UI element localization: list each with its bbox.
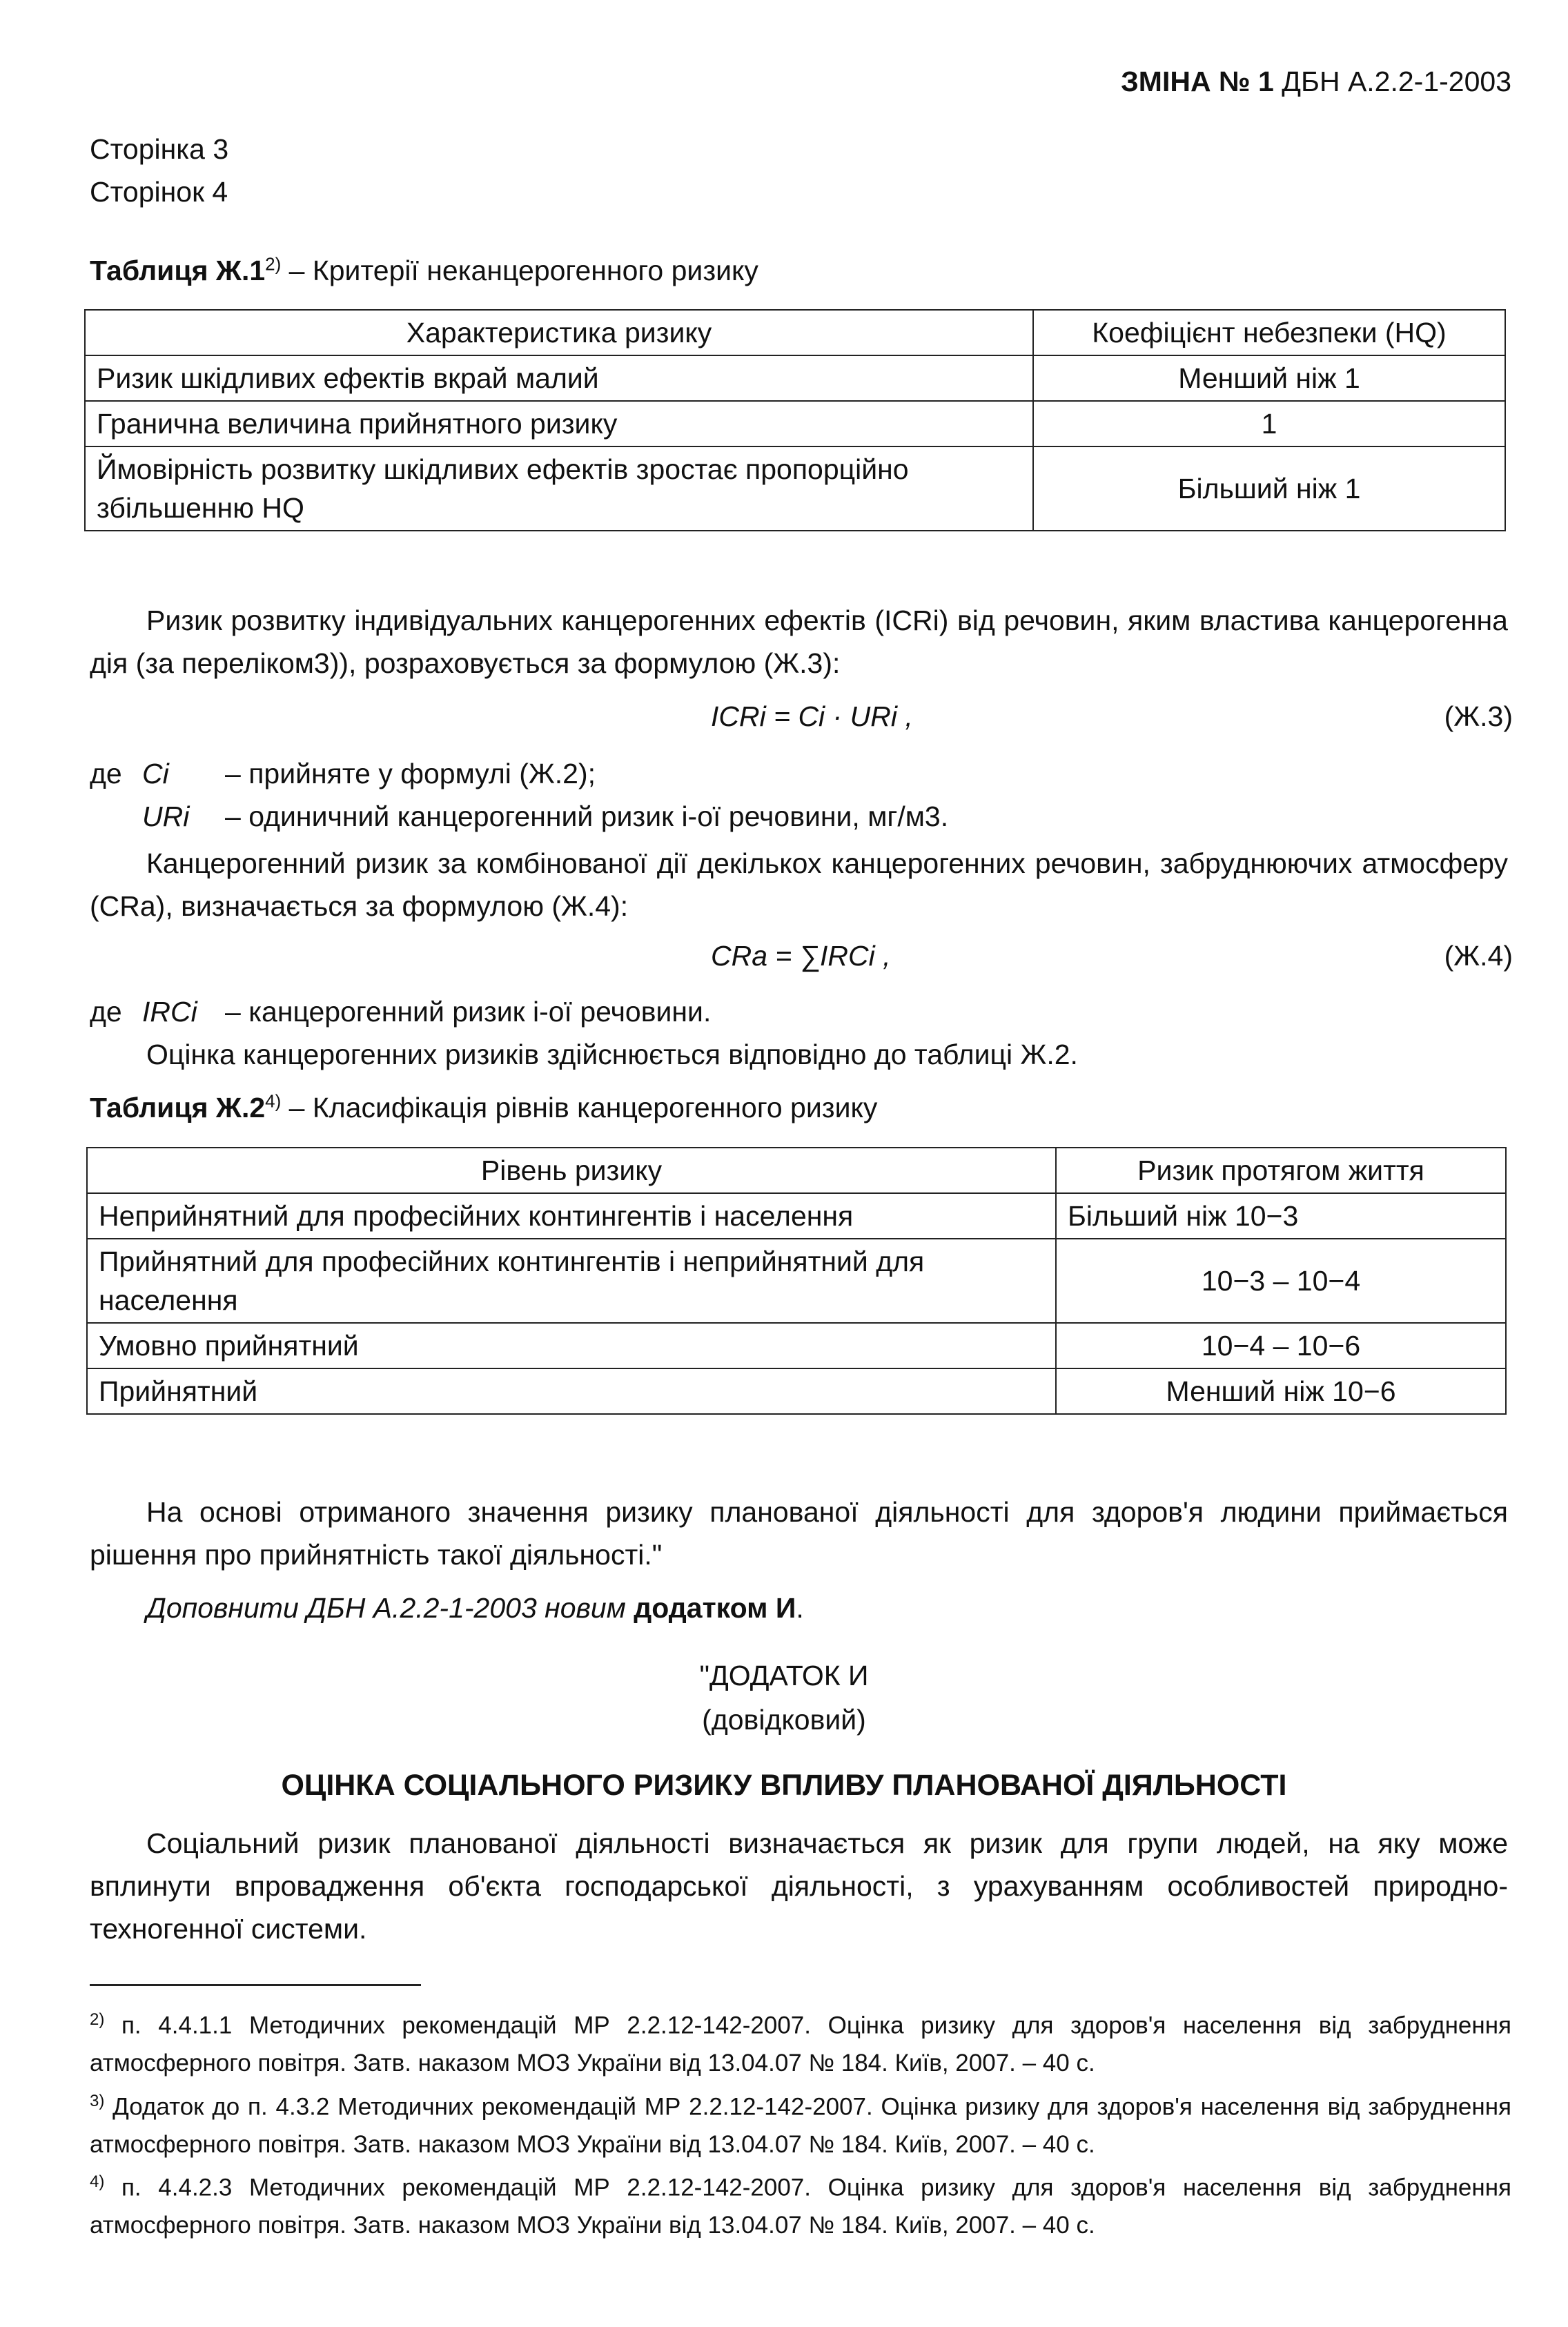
- paragraph-combined-risk: Канцерогенний ризик за комбінованої дії декількох канцерогенних речовин, забруднюючих атмосферу (CRa), визначається за формулою (Ж.4):: [90, 847, 1508, 922]
- supplement-annex: додатком И: [634, 1592, 796, 1624]
- footnote-separator: [90, 1984, 421, 1986]
- table-row: [87, 1323, 1506, 1368]
- table-cell: Більший ніж 1: [1033, 446, 1505, 531]
- table1-caption-text: – Критерії неканцерогенного ризику: [281, 255, 758, 286]
- definition-ur-text: – одиничний канцерогенний ризик i-ої речовини, мг/м3.: [225, 801, 949, 832]
- table2: [86, 1147, 1507, 1415]
- symbol-c: Ci: [142, 758, 169, 789]
- definitions-zh4: [90, 990, 711, 1033]
- table-row: [85, 446, 1505, 531]
- definitions-zh3: [90, 752, 948, 838]
- table-cell: Менший ніж 1: [1033, 355, 1505, 401]
- footnote-mark: 3): [90, 2092, 105, 2110]
- paragraph-individual-risk: Ризик розвитку індивідуальних канцерогенних ефектів (ICRi) від речовин, яким властива канцерогенна дія (за переліком3)), розраховується за формулою (Ж.3):: [90, 605, 1508, 679]
- table2-caption-text: – Класифікація рівнів канцерогенного ризику: [281, 1092, 878, 1123]
- footnote-text: Додаток до п. 4.3.2 Методичних рекомендацій МР 2.2.12-142-2007. Оцінка ризику для здоров'я населення від забруднення атмосферного повітря. Затв. наказом МОЗ України від 13.04.07 № 184. Київ, 2007. – 40 с.: [90, 2093, 1511, 2158]
- equation-number-zh3: (Ж.3): [1444, 700, 1513, 732]
- table-row: [87, 1368, 1506, 1414]
- table-row: [85, 401, 1505, 446]
- table-cell: Гранична величина прийнятного ризику: [85, 401, 1033, 446]
- where-label: де: [90, 758, 122, 789]
- page-counter: [90, 128, 228, 213]
- symbol-ur: URi: [142, 801, 190, 832]
- where-label: де: [90, 996, 122, 1028]
- table-cell: Ризик шкідливих ефектів вкрай малий: [85, 355, 1033, 401]
- table-cell: Прийнятний для професійних контингентів і неприйнятний для населення: [87, 1239, 1056, 1323]
- table1-caption: [90, 250, 758, 293]
- footnote-text: п. 4.4.2.3 Методичних рекомендацій МР 2.2.12-142-2007. Оцінка ризику для здоров'я населення від забруднення атмосферного повітря. Затв. наказом МОЗ України від 13.04.07 № 184. Київ, 2007. – 40 с.: [90, 2174, 1511, 2239]
- annex-title: "ДОДАТОК И: [699, 1660, 869, 1691]
- table2-footnote-ref: 4): [265, 1090, 282, 1112]
- table-cell: Більший ніж 10−3: [1056, 1193, 1506, 1239]
- table-header-cell: Коефіцієнт небезпеки (HQ): [1033, 310, 1505, 355]
- table-cell: 1: [1033, 401, 1505, 446]
- table-header-cell: Рівень ризику: [87, 1148, 1056, 1193]
- table1-caption-label: Таблиця Ж.1: [90, 255, 266, 286]
- equation-number-zh4: (Ж.4): [1444, 940, 1513, 972]
- table-header-row: [85, 310, 1505, 355]
- page-total: Сторінок 4: [90, 176, 228, 208]
- footnote: [90, 2001, 1511, 2082]
- document-header: [1121, 61, 1511, 104]
- footnote-text: п. 4.4.1.1 Методичних рекомендацій МР 2.2.12-142-2007. Оцінка ризику для здоров'я населення від забруднення атмосферного повітря. Затв. наказом МОЗ України від 13.04.07 № 184. Київ, 2007. – 40 с.: [90, 2012, 1511, 2076]
- table-cell: Умовно прийнятний: [87, 1323, 1056, 1368]
- definition-c: [90, 752, 948, 795]
- definition-irc-text: – канцерогенний ризик i-ої речовини.: [225, 996, 712, 1028]
- annex-heading: ОЦІНКА СОЦІАЛЬНОГО РИЗИКУ ВПЛИВУ ПЛАНОВАНОЇ ДІЯЛЬНОСТІ: [281, 1769, 1287, 1802]
- supplement-text: Доповнити ДБН А.2.2-1-2003 новим: [146, 1592, 626, 1624]
- table1: [84, 309, 1506, 531]
- definition-c-text: – прийняте у формулі (Ж.2);: [225, 758, 596, 789]
- table-cell: Ймовірність розвитку шкідливих ефектів зростає пропорційно збільшенню HQ: [85, 446, 1033, 531]
- paragraph-risk-assessment: Оцінка канцерогенних ризиків здійснюється відповідно до таблиці Ж.2.: [146, 1039, 1078, 1070]
- table-header-row: [87, 1148, 1506, 1193]
- definition-ur: [90, 795, 948, 838]
- footnote: [90, 2083, 1511, 2163]
- supplement-instruction: Доповнити ДБН А.2.2-1-2003 новим додатком И.: [146, 1592, 804, 1624]
- formula-zh4: CRa = ∑IRCi ,: [711, 940, 891, 972]
- table-row: [87, 1239, 1506, 1323]
- table2-caption-label: Таблиця Ж.2: [90, 1092, 266, 1123]
- table-cell: Менший ніж 10−6: [1056, 1368, 1506, 1414]
- footnote: [90, 2163, 1511, 2244]
- table1-footnote-ref: 2): [265, 253, 282, 275]
- table-cell: 10−4 – 10−6: [1056, 1323, 1506, 1368]
- standard-code: ДБН А.2.2-1-2003: [1273, 66, 1511, 97]
- paragraph-social-risk: Соціальний ризик планованої діяльності визначається як ризик для групи людей, на яку може вплинути впровадження об'єкта господарської діяльності, з урахуванням особливостей природно-техногенної системи.: [90, 1827, 1508, 1945]
- table-header-cell: Характеристика ризику: [85, 310, 1033, 355]
- formula-zh3: ICRi = Ci · URi ,: [711, 700, 913, 732]
- table2-caption: [90, 1087, 877, 1130]
- amendment-label: ЗМІНА № 1: [1121, 66, 1274, 97]
- table-header-cell: Ризик протягом життя: [1056, 1148, 1506, 1193]
- table-row: [85, 355, 1505, 401]
- table-cell: Неприйнятний для професійних контингентів і населення: [87, 1193, 1056, 1239]
- footnote-mark: 4): [90, 2172, 105, 2191]
- page-number: Сторінка 3: [90, 133, 229, 165]
- table-cell: Прийнятний: [87, 1368, 1056, 1414]
- symbol-irc: IRCi: [142, 996, 197, 1028]
- footnote-mark: 2): [90, 2010, 105, 2029]
- annex-subtitle: (довідковий): [702, 1704, 866, 1736]
- table-cell: 10−3 – 10−4: [1056, 1239, 1506, 1323]
- table-row: [87, 1193, 1506, 1239]
- paragraph-decision: На основі отриманого значення ризику планованої діяльності для здоров'я людини приймається рішення про прийнятність такої діяльності.": [90, 1496, 1508, 1571]
